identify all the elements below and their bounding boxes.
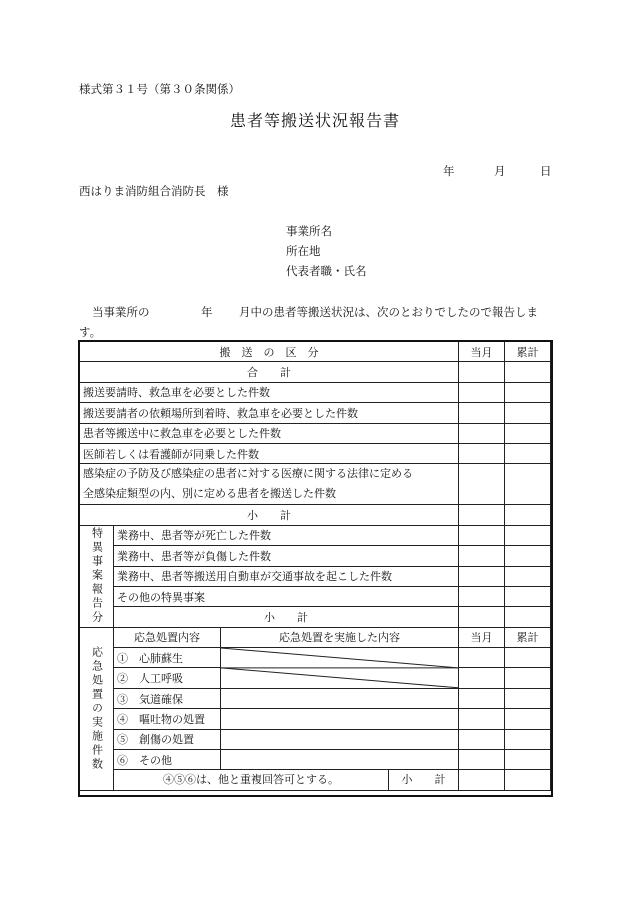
header-this-month: 当月 <box>459 342 505 362</box>
emergency-row-this-month[interactable] <box>459 648 505 668</box>
emergency-row-cumulative[interactable] <box>505 729 551 749</box>
subtotal-cumulative[interactable] <box>505 607 551 627</box>
special-row-this-month[interactable] <box>459 586 505 606</box>
address-label: 所在地 <box>286 244 321 258</box>
emergency-row-this-month[interactable] <box>459 750 505 770</box>
special-row-label: その他の特異事案 <box>114 586 459 606</box>
emergency-row-label: ⑥ その他 <box>114 750 221 770</box>
duplicate-answer-note: ④⑤⑥は、他と重複回答可とする。 <box>114 770 389 789</box>
subtotal-cumulative[interactable] <box>505 505 551 525</box>
transport-row-label: 医師若しくは看護師が同乗した件数 <box>80 443 459 463</box>
subtotal-this-month[interactable] <box>459 770 505 790</box>
transport-row-this-month[interactable] <box>459 403 505 423</box>
slash-lines <box>221 648 458 688</box>
subtotal-label: 小 計 <box>114 607 459 627</box>
emergency-row-performed[interactable] <box>221 750 459 770</box>
emergency-row-this-month[interactable] <box>459 729 505 749</box>
emergency-performed-slashed-cell <box>221 648 459 689</box>
emergency-row-performed[interactable] <box>221 709 459 729</box>
special-row-label: 業務中、患者等搬送用自動車が交通事故を起こした件数 <box>114 566 459 586</box>
intro-text-1: 当事業所の <box>92 305 150 319</box>
infectious-line-1: 感染症の予防及び感染症の患者に対する医療に関する法律に定める <box>83 467 413 481</box>
form-number-label: 様式第３１号（第３０条関係） <box>79 82 240 96</box>
intro-text-3: す。 <box>79 325 102 339</box>
emergency-header-cumulative: 累計 <box>505 627 551 647</box>
special-row-cumulative[interactable] <box>505 546 551 566</box>
emergency-row-label: ④ 嘔吐物の処置 <box>114 709 221 729</box>
header-category: 搬 送 の 区 分 <box>80 342 459 362</box>
emergency-row-performed[interactable] <box>221 688 459 708</box>
emergency-row-this-month[interactable] <box>459 709 505 729</box>
addressee: 西はりま消防組合消防長 様 <box>79 184 229 198</box>
emergency-header-content: 応急処置内容 <box>114 627 221 647</box>
special-row-this-month[interactable] <box>459 525 505 545</box>
transport-row-cumulative[interactable] <box>505 443 551 463</box>
emergency-row-performed[interactable] <box>221 729 459 749</box>
infectious-this-month[interactable] <box>459 464 505 505</box>
transport-status-table <box>79 341 551 791</box>
subtotal-this-month[interactable] <box>459 505 505 525</box>
document-title: 患者等搬送状況報告書 <box>229 111 400 130</box>
transport-row-cumulative[interactable] <box>505 403 551 423</box>
special-row-cumulative[interactable] <box>505 525 551 545</box>
emergency-row-label: ① 心肺蘇生 <box>114 648 221 668</box>
date-day-label: 日 <box>540 164 552 178</box>
transport-row-label: 患者等搬送中に救急車を必要とした件数 <box>80 423 459 443</box>
infectious-line-2: 全感染症類型の内、別に定める患者を搬送した件数 <box>83 487 336 501</box>
special-row-label: 業務中、患者等が負傷した件数 <box>114 546 459 566</box>
subtotal-label: 小 計 <box>401 773 446 787</box>
emergency-row-label: ③ 気道確保 <box>114 688 221 708</box>
intro-year: 年 <box>201 305 213 319</box>
special-row-cumulative[interactable] <box>505 586 551 606</box>
date-year-label: 年 <box>443 164 455 178</box>
emergency-row-cumulative[interactable] <box>505 750 551 770</box>
special-row-label: 業務中、患者等が死亡した件数 <box>114 525 459 545</box>
transport-row-cumulative[interactable] <box>505 382 551 402</box>
emergency-row-this-month[interactable] <box>459 668 505 688</box>
special-row-cumulative[interactable] <box>505 566 551 586</box>
transport-row-label: 搬送要請時、救急車を必要とした件数 <box>80 382 459 402</box>
transport-row-this-month[interactable] <box>459 382 505 402</box>
infectious-disease-row-label <box>80 464 459 505</box>
infectious-cumulative[interactable] <box>505 464 551 505</box>
subtotal-label: 小 計 <box>80 505 459 525</box>
emergency-row-this-month[interactable] <box>459 688 505 708</box>
emergency-header-this-month: 当月 <box>459 627 505 647</box>
total-label: 合 計 <box>80 362 459 382</box>
emergency-row-cumulative[interactable] <box>505 688 551 708</box>
emergency-care-section-label: 応急処置の実施件数 <box>80 627 114 790</box>
emergency-row-cumulative[interactable] <box>505 668 551 688</box>
special-row-this-month[interactable] <box>459 546 505 566</box>
subtotal-cumulative[interactable] <box>505 770 551 790</box>
transport-row-this-month[interactable] <box>459 423 505 443</box>
header-cumulative: 累計 <box>505 342 551 362</box>
office-name-label: 事業所名 <box>286 224 332 238</box>
transport-row-label: 搬送要請者の依頼場所到着時、救急車を必要とした件数 <box>80 403 459 423</box>
transport-row-this-month[interactable] <box>459 443 505 463</box>
intro-text-2: 月中の患者等搬送状況は、次のとおりでしたので報告しま <box>239 305 538 319</box>
special-incident-section-label: 特異事案報告分 <box>80 525 114 627</box>
special-row-this-month[interactable] <box>459 566 505 586</box>
emergency-header-performed: 応急処置を実施した内容 <box>221 627 459 647</box>
total-this-month[interactable] <box>459 362 505 382</box>
subtotal-this-month[interactable] <box>459 607 505 627</box>
emergency-footer-cell <box>114 770 459 790</box>
transport-row-cumulative[interactable] <box>505 423 551 443</box>
total-cumulative[interactable] <box>505 362 551 382</box>
emergency-row-label: ⑤ 創傷の処置 <box>114 729 221 749</box>
date-month-label: 月 <box>494 164 506 178</box>
representative-label: 代表者職・氏名 <box>286 264 367 278</box>
emergency-row-cumulative[interactable] <box>505 709 551 729</box>
emergency-row-label: ② 人工呼吸 <box>114 668 221 688</box>
emergency-row-cumulative[interactable] <box>505 648 551 668</box>
